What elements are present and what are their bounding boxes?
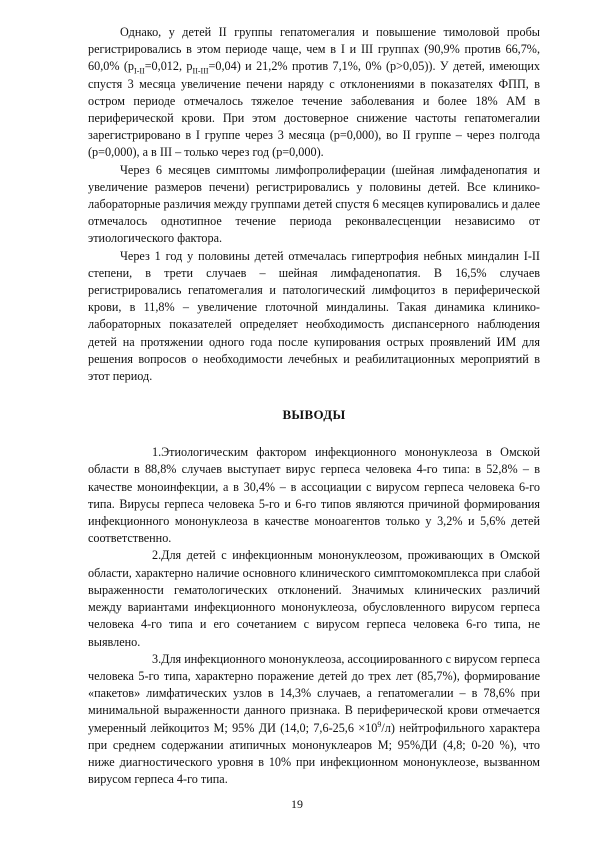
paragraph-text: Однако, у детей II группы гепатомегалия и повышение тимоловой пробы регистрировались в этом периоде чаще, чем в I и III группах (90,9% против 66,7%, 60,0% (p xyxy=(88,25,540,74)
body-paragraph: Через 6 месяцев симптомы лимфопролиферации (шейная лимфаденопатия и увеличение размеров печени) регистрировались у половины детей. Все клинико-лабораторные различия между группами детей спустя 6 месяцев купировались и далее отмечалось однотипное течение периода реконвалесценции независимо от этиологического фактора. xyxy=(88,162,540,246)
conclusion-text: Для детей с инфекционным мононуклеозом, проживающих в Омской области, характерно наличие основного клинического симптомокомплекса при слабой выраженности гематологических отклонений. Значимых клинических различий между вариантами инфекционного мононуклеоза, обусловленного вирусом герпеса человека 4-го типа и его сочетанием с вирусом герпеса человека 6-го типа, не выявлено. xyxy=(88,548,540,649)
section-heading: ВЫВОДЫ xyxy=(282,407,346,423)
conclusion-item xyxy=(88,651,540,789)
superscript: 9 xyxy=(377,719,382,729)
document-page xyxy=(88,24,540,788)
conclusion-text: Этиологическим фактором инфекционного мононуклеоза в Омской области в 88,8% случаев выступает вирус герпеса человека 4-го типа: в 52,8% – в качестве моноинфекции, а в 30,4% – в ассоциации с вирусом герпеса человека 6-го типа. Вирусы герпеса человека 5-го и 6-го типов являются причиной формирования инфекционного мононуклеоза в качестве моноагентов только у 3,2% и 5,6% детей соответственно. xyxy=(88,445,540,546)
subscript: II-III xyxy=(192,66,209,76)
conclusion-text: Для инфекционного мононуклеоза, ассоциированного с вирусом герпеса человека 5-го типа, характерно поражение детей до трех лет (85,7%), формирование «пакетов» лимфатических узлов в 14,3% случаев, а гепатомегалии – в 78,6% при минимальной выраженности данного признака. В периферической крови отмечается умеренный лейкоцитоз М; 95% ДИ (14,0; 7,6-25,6 ×10 xyxy=(88,651,540,735)
subscript: I-II xyxy=(134,66,145,76)
conclusion-number: 3. xyxy=(152,651,162,666)
conclusion-item xyxy=(88,444,540,547)
conclusion-text: /л) нейтрофильного характера при среднем содержании атипичных мононуклеаров М; 95%ДИ (4,8; 0-20 %), что ниже диагностического уровня в 10% при инфекционном мононуклеозе, вызванном вирусом герпеса 4-го типа. xyxy=(88,720,540,787)
paragraph-text: =0,04) и 21,2% против 7,1%, 0% (p>0,05)). У детей, имеющих спустя 3 месяца увеличение печени наряду с отклонениями в показателях ФПП, в остром периоде отмечалось тяжелое течение заболевания и более 18% АМ в периферической крови. При этом достоверное снижение частоты гепатомегалии зарегистрировано в I группе через 3 месяца (p=0,000), во II группе – через полгода (p=0,000), а в III – только через год (p=0,000). xyxy=(88,59,540,160)
body-paragraph xyxy=(88,24,540,162)
conclusion-item xyxy=(88,547,540,650)
conclusion-number: 2. xyxy=(152,548,162,563)
page-number: 19 xyxy=(291,797,303,811)
paragraph-text: =0,012, p xyxy=(144,59,193,74)
body-paragraph: Через 1 год у половины детей отмечалась гипертрофия небных миндалин I-II степени, в трети случаев – шейная лимфаденопатия. В 16,5% случаев регистрировались гепатомегалия и патологический лимфоцитоз в периферической крови, в 11,8% – увеличение глоточной миндалины. Такая динамика клинико-лабораторных показателей определяет необходимость диспансерного наблюдения детей на протяжении одного года после купирования острых проявлений ИМ для решения вопросов о необходимости лечебных и реабилитационных мероприятий в этот период. xyxy=(88,248,540,384)
conclusion-number: 1. xyxy=(152,445,162,460)
